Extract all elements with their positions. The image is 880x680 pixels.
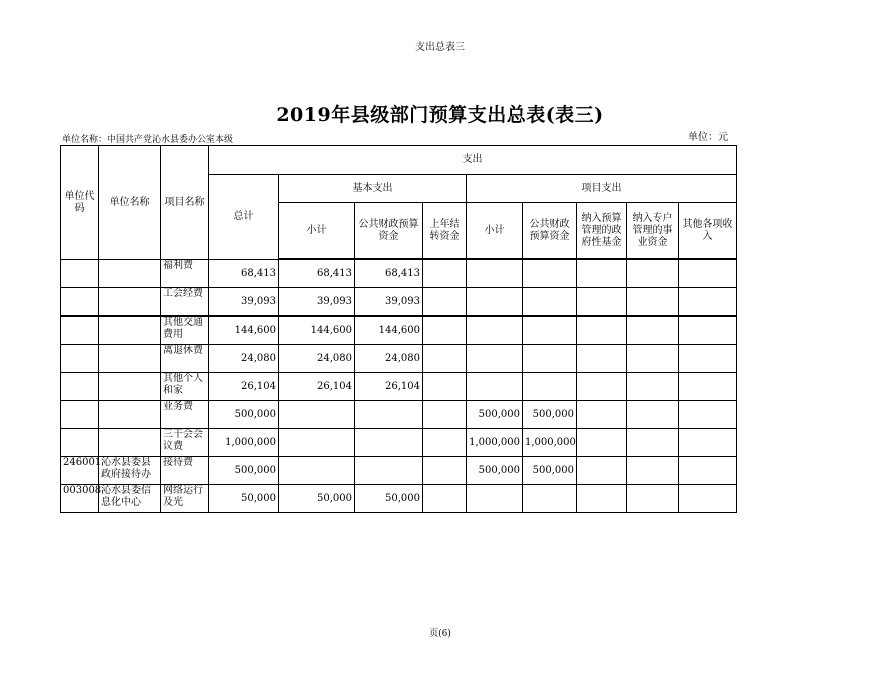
unit-code-cell xyxy=(61,485,102,513)
unit-name-cell xyxy=(99,345,161,373)
project-gov-fund-cell xyxy=(577,316,627,345)
total-cell-text: 50,000 xyxy=(241,492,276,504)
project-public-fund-cell-text: 500,000 xyxy=(532,408,574,420)
project-gov-fund-cell xyxy=(577,260,627,288)
table-row xyxy=(61,316,737,345)
basic-subtotal-cell-text: 68,413 xyxy=(317,267,352,279)
header-basic-public-fund: 公共财政预算资金 xyxy=(355,203,423,259)
basic-public-fund-cell-text: 26,104 xyxy=(385,380,420,392)
project-subtotal-cell-text: 500,000 xyxy=(478,408,520,420)
total-cell xyxy=(209,373,279,401)
project-gov-fund-cell xyxy=(577,345,627,373)
total-cell xyxy=(209,260,279,288)
basic-carryover-cell xyxy=(423,401,467,429)
project-other-cell xyxy=(679,288,737,317)
unit-code-cell xyxy=(61,457,102,485)
header-project-subtotal: 小计 xyxy=(467,203,523,259)
basic-subtotal-cell-text: 39,093 xyxy=(317,295,352,307)
basic-subtotal-cell xyxy=(279,260,355,288)
header-basic: 基本支出 xyxy=(279,175,467,203)
project-public-fund-cell-text: 500,000 xyxy=(532,464,574,476)
project-public-fund-cell xyxy=(523,260,577,288)
item-name-cell xyxy=(161,401,209,429)
basic-public-fund-cell xyxy=(355,485,423,513)
project-gov-fund-cell xyxy=(577,485,627,513)
unit-name-cell xyxy=(99,316,161,345)
basic-carryover-cell xyxy=(423,373,467,401)
page-footer: 页(6) xyxy=(429,629,451,639)
project-other-cell xyxy=(679,373,737,401)
item-name-cell-text: 其他交通费用 xyxy=(163,317,203,340)
project-public-fund-cell xyxy=(523,316,577,345)
item-name-cell-text: 离退休费 xyxy=(163,345,203,356)
basic-subtotal-cell xyxy=(279,373,355,401)
project-other-cell xyxy=(679,485,737,513)
header-row-1 xyxy=(61,146,737,175)
header-project: 项目支出 xyxy=(467,175,737,203)
unit-name-cell xyxy=(99,288,161,317)
project-gov-fund-cell xyxy=(577,429,627,457)
basic-subtotal-cell xyxy=(279,457,355,485)
item-name-cell xyxy=(161,485,209,513)
total-cell-text: 500,000 xyxy=(234,464,276,476)
table-row xyxy=(61,345,737,373)
expenditure-table xyxy=(60,145,737,513)
project-other-cell xyxy=(679,401,737,429)
basic-subtotal-cell xyxy=(279,485,355,513)
header-item-name: 项目名称 xyxy=(161,146,209,260)
basic-carryover-cell xyxy=(423,457,467,485)
table-body xyxy=(61,260,737,513)
unit-name-cell xyxy=(99,429,161,457)
table-row xyxy=(61,373,737,401)
project-special-fund-cell xyxy=(627,457,679,485)
basic-public-fund-cell-text: 68,413 xyxy=(385,267,420,279)
basic-public-fund-cell xyxy=(355,316,423,345)
project-subtotal-cell xyxy=(467,485,523,513)
project-gov-fund-cell xyxy=(577,288,627,317)
basic-public-fund-cell xyxy=(355,345,423,373)
header-project-special-fund: 纳入专户管理的事业资金 xyxy=(627,203,679,259)
project-public-fund-cell xyxy=(523,288,577,317)
project-special-fund-cell xyxy=(627,345,679,373)
item-name-cell xyxy=(161,457,209,485)
basic-public-fund-cell xyxy=(355,429,423,457)
table-row xyxy=(61,485,737,513)
total-cell xyxy=(209,457,279,485)
basic-subtotal-cell xyxy=(279,288,355,317)
project-public-fund-cell xyxy=(523,373,577,401)
basic-public-fund-cell-text: 144,600 xyxy=(378,324,420,336)
table-row xyxy=(61,288,737,317)
header-project-gov-fund: 纳入预算管理的政府性基金 xyxy=(577,203,627,259)
total-cell-text: 500,000 xyxy=(234,408,276,420)
basic-subtotal-cell xyxy=(279,401,355,429)
total-cell-text: 1,000,000 xyxy=(225,436,276,448)
project-special-fund-cell xyxy=(627,429,679,457)
basic-subtotal-cell xyxy=(279,429,355,457)
project-other-cell xyxy=(679,457,737,485)
basic-public-fund-cell xyxy=(355,401,423,429)
unit-name-cell-text: 沁水县委信息化中心 xyxy=(101,485,151,508)
basic-subtotal-cell-text: 50,000 xyxy=(317,492,352,504)
item-name-cell-text: 网络运行及光 xyxy=(163,485,203,508)
total-cell xyxy=(209,401,279,429)
item-name-cell xyxy=(161,260,209,288)
project-gov-fund-cell xyxy=(577,373,627,401)
unit-name-cell xyxy=(99,260,161,288)
project-subtotal-cell xyxy=(467,316,523,345)
project-gov-fund-cell xyxy=(577,457,627,485)
item-name-cell-text: 福利费 xyxy=(163,260,193,271)
unit-name-cell-text: 沁水县委县政府接待办 xyxy=(101,457,151,480)
project-subtotal-cell-text: 500,000 xyxy=(478,464,520,476)
project-subtotal-cell xyxy=(467,260,523,288)
project-other-cell xyxy=(679,260,737,288)
header-unit-code: 单位代码 xyxy=(61,146,99,260)
total-cell xyxy=(209,345,279,373)
project-special-fund-cell xyxy=(627,316,679,345)
project-subtotal-cell xyxy=(467,373,523,401)
basic-public-fund-cell xyxy=(355,260,423,288)
header-expenditure: 支出 xyxy=(209,146,737,175)
project-other-cell xyxy=(679,345,737,373)
header-basic-carryover: 上年结转资金 xyxy=(423,203,467,259)
unit-code-cell xyxy=(61,345,99,373)
basic-carryover-cell xyxy=(423,288,467,317)
basic-carryover-cell xyxy=(423,316,467,345)
total-cell-text: 39,093 xyxy=(241,295,276,307)
basic-public-fund-cell-text: 39,093 xyxy=(385,295,420,307)
unit-code-cell xyxy=(61,288,99,317)
basic-public-fund-cell-text: 50,000 xyxy=(385,492,420,504)
basic-public-fund-cell xyxy=(355,288,423,317)
project-subtotal-cell xyxy=(467,401,523,429)
basic-subtotal-cell-text: 24,080 xyxy=(317,352,352,364)
currency-unit-label: 单位：元 xyxy=(688,132,728,143)
basic-public-fund-cell xyxy=(355,373,423,401)
table-row xyxy=(61,401,737,429)
unit-code-cell xyxy=(61,401,99,429)
item-name-cell xyxy=(161,429,209,457)
header-total: 总计 xyxy=(209,175,279,260)
unit-name-cell xyxy=(99,457,161,485)
project-public-fund-cell xyxy=(523,457,577,485)
project-public-fund-cell xyxy=(523,485,577,513)
total-cell-text: 144,600 xyxy=(234,324,276,336)
basic-carryover-cell xyxy=(423,345,467,373)
item-name-cell-text: 业务费 xyxy=(163,401,193,412)
project-other-cell xyxy=(679,429,737,457)
header-project-other: 其他各项收入 xyxy=(679,203,737,259)
total-cell-text: 26,104 xyxy=(241,380,276,392)
total-cell xyxy=(209,429,279,457)
item-name-cell-text: 接待费 xyxy=(163,457,193,468)
project-public-fund-cell xyxy=(523,345,577,373)
total-cell-text: 24,080 xyxy=(241,352,276,364)
basic-carryover-cell xyxy=(423,485,467,513)
unit-code-cell-text: 246001 xyxy=(63,457,102,468)
project-public-fund-cell xyxy=(523,401,577,429)
total-cell xyxy=(209,288,279,317)
unit-code-cell xyxy=(61,429,99,457)
header-project-public-fund: 公共财政预算资金 xyxy=(523,203,577,259)
project-subtotal-cell-text: 1,000,000 xyxy=(469,436,520,448)
unit-name-cell xyxy=(99,401,161,429)
basic-carryover-cell xyxy=(423,260,467,288)
project-subtotal-cell xyxy=(467,457,523,485)
basic-carryover-cell xyxy=(423,429,467,457)
unit-code-cell xyxy=(61,373,99,401)
total-cell xyxy=(209,316,279,345)
project-special-fund-cell xyxy=(627,401,679,429)
project-special-fund-cell xyxy=(627,485,679,513)
item-name-cell xyxy=(161,316,209,345)
project-public-fund-cell xyxy=(523,429,577,457)
unit-name-cell xyxy=(99,373,161,401)
basic-subtotal-cell xyxy=(279,345,355,373)
total-cell-text: 68,413 xyxy=(241,267,276,279)
table-row xyxy=(61,457,737,485)
page-header: 支出总表三 xyxy=(415,42,465,53)
project-gov-fund-cell xyxy=(577,401,627,429)
unit-name-label: 单位名称：中国共产党沁水县委办公室本级 xyxy=(62,135,234,145)
item-name-cell xyxy=(161,288,209,317)
basic-public-fund-cell xyxy=(355,457,423,485)
basic-subtotal-cell xyxy=(279,316,355,345)
unit-code-cell xyxy=(61,316,99,345)
project-subtotal-cell xyxy=(467,345,523,373)
total-cell xyxy=(209,485,279,513)
item-name-cell-text: 其他个人和家 xyxy=(163,373,203,396)
item-name-cell xyxy=(161,345,209,373)
header-unit-name: 单位名称 xyxy=(99,146,161,260)
basic-subtotal-cell-text: 26,104 xyxy=(317,380,352,392)
unit-code-cell-text: 003008 xyxy=(63,485,102,496)
project-subtotal-cell xyxy=(467,429,523,457)
page-title: 2019年县级部门预算支出总表(表三) xyxy=(276,104,604,126)
unit-name-cell xyxy=(99,485,161,513)
unit-code-cell xyxy=(61,260,99,288)
project-other-cell xyxy=(679,316,737,345)
table-row xyxy=(61,429,737,457)
header-basic-subtotal: 小计 xyxy=(279,203,355,259)
project-special-fund-cell xyxy=(627,373,679,401)
item-name-cell xyxy=(161,373,209,401)
project-subtotal-cell xyxy=(467,288,523,317)
project-special-fund-cell xyxy=(627,288,679,317)
project-special-fund-cell xyxy=(627,260,679,288)
item-name-cell-text: 三干会会议费 xyxy=(163,429,203,452)
basic-subtotal-cell-text: 144,600 xyxy=(310,324,352,336)
item-name-cell-text: 工会经费 xyxy=(163,288,203,299)
basic-public-fund-cell-text: 24,080 xyxy=(385,352,420,364)
project-public-fund-cell-text: 1,000,000 xyxy=(525,436,576,448)
table-row xyxy=(61,260,737,288)
